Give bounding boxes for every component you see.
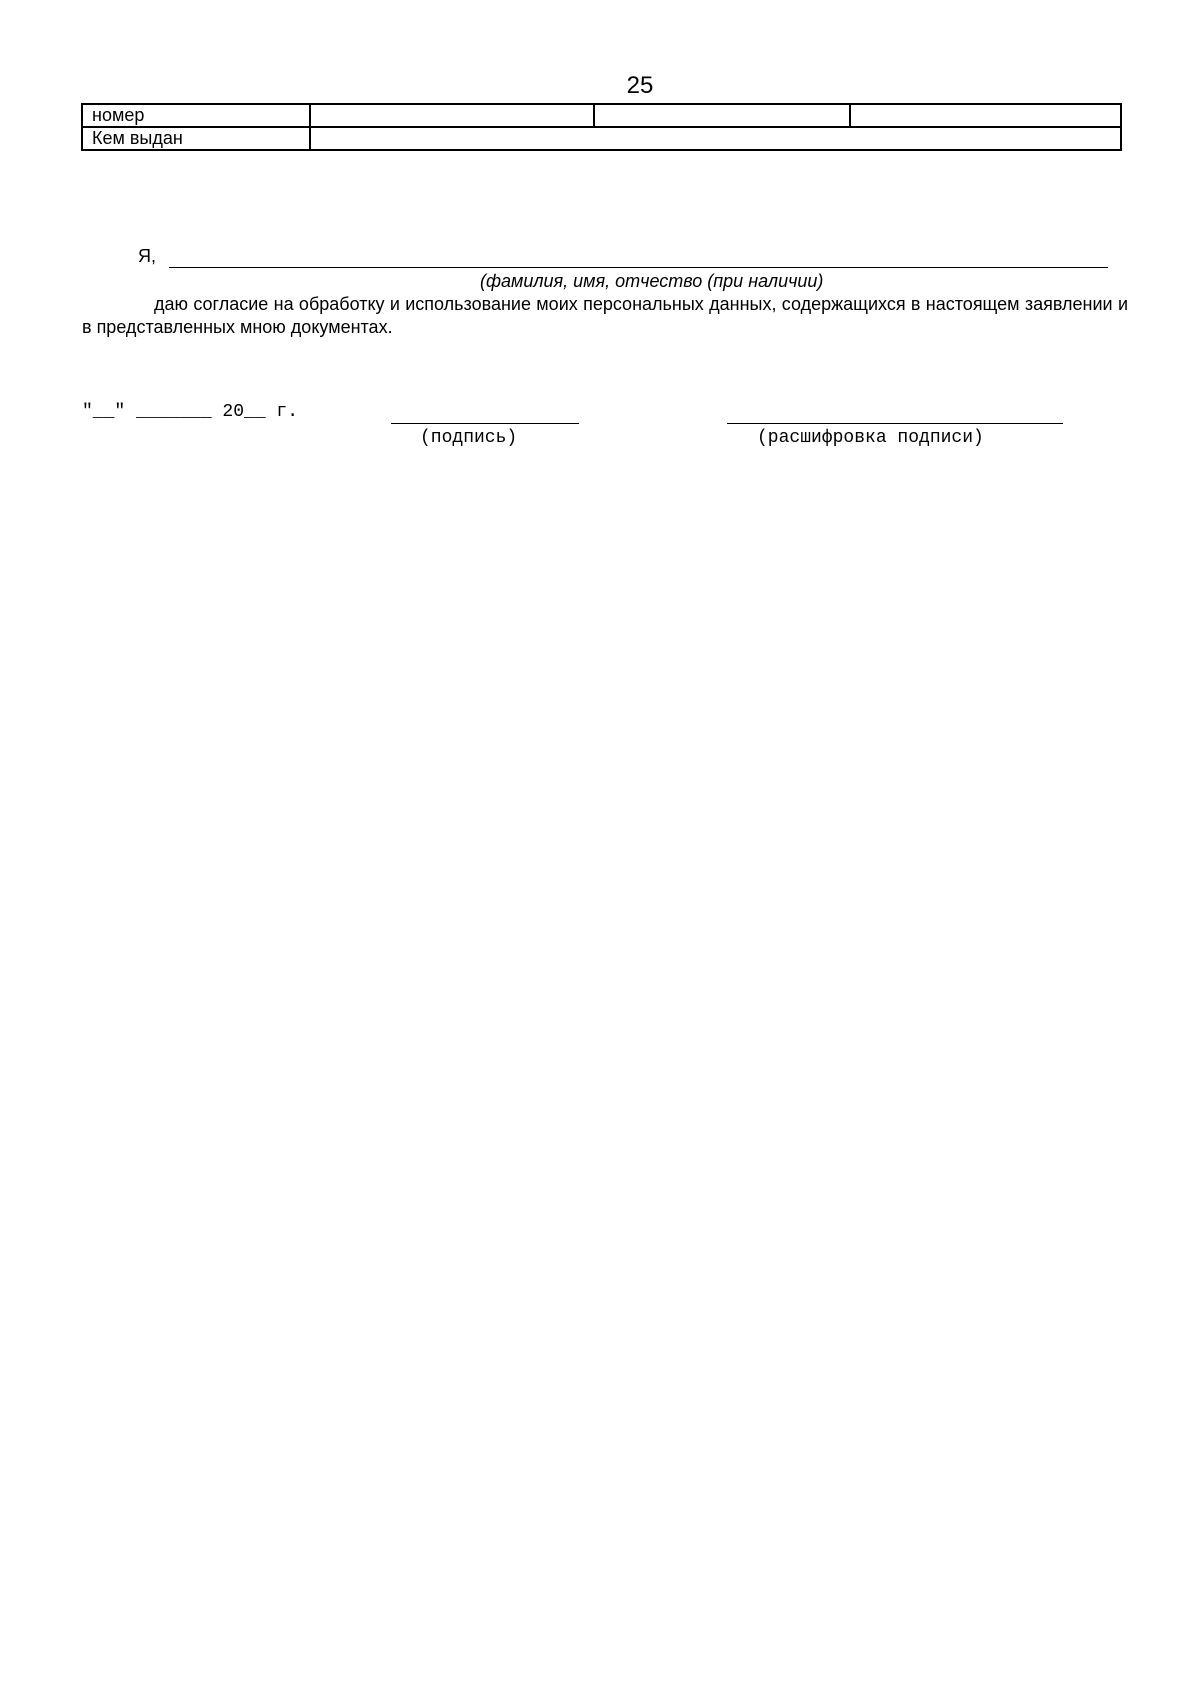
issued-by-label: Кем выдан [82, 127, 310, 150]
signature-line[interactable] [391, 423, 579, 424]
number-label: номер [82, 104, 310, 127]
consent-text: даю согласие на обработку и использование моих персональных данных, содержащихся в настоящем заявлении и в представленных мною документах. [82, 294, 1128, 337]
table-row-number [82, 104, 1121, 127]
number-field-2[interactable] [594, 104, 850, 127]
number-field-3[interactable] [850, 104, 1121, 127]
date-line[interactable]: "__" _______ 20__ г. [82, 402, 299, 422]
full-name-line[interactable] [169, 267, 1108, 268]
signature-caption: (подпись) [420, 428, 518, 448]
full-name-row [138, 245, 1108, 273]
full-name-caption: (фамилия, имя, отчество (при наличии) [480, 271, 824, 291]
document-table [81, 103, 1122, 151]
number-field-1[interactable] [310, 104, 594, 127]
page-number: 25 [626, 72, 654, 99]
issued-by-field[interactable] [310, 127, 1121, 150]
ya-label: Я, [138, 246, 156, 266]
signature-decoding-line[interactable] [727, 423, 1063, 424]
table-row-issued-by [82, 127, 1121, 150]
signature-decoding-caption: (расшифровка подписи) [757, 428, 984, 448]
